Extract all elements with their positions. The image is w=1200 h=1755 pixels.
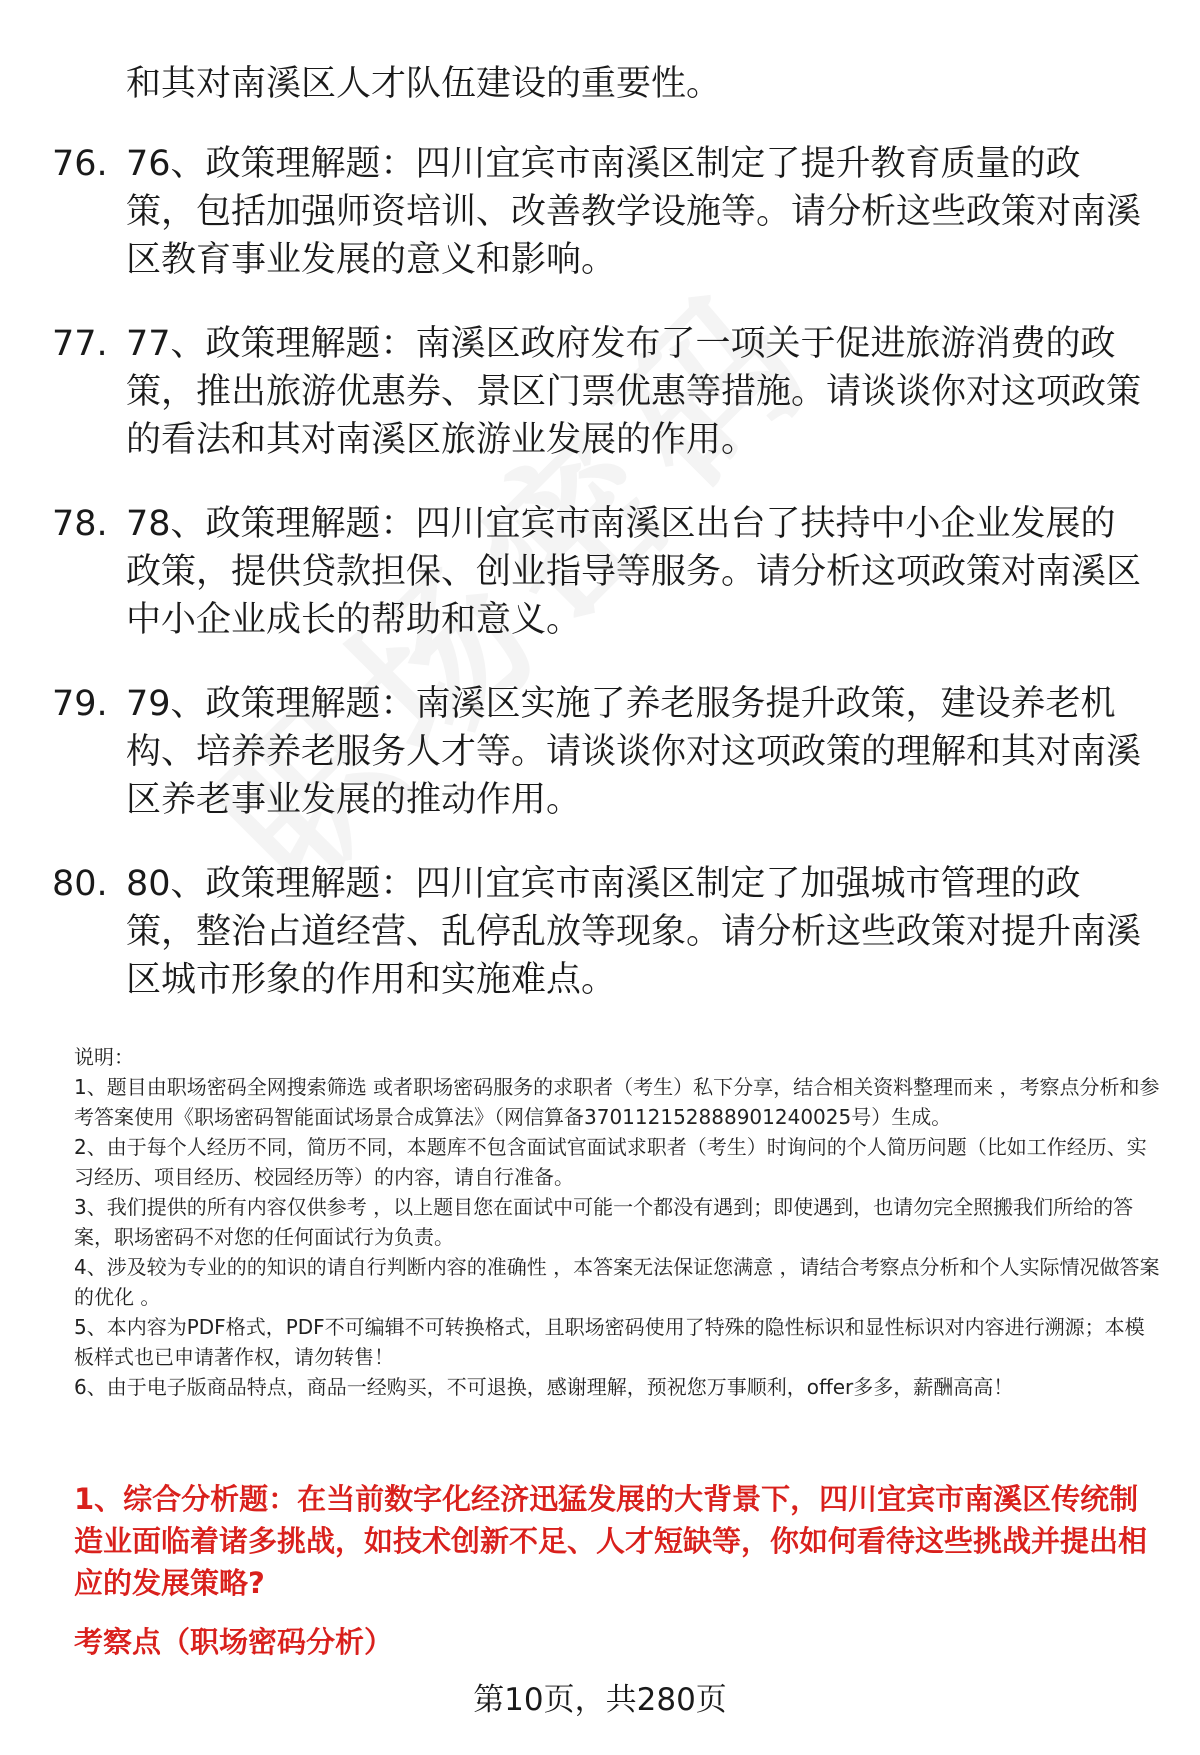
question-list (0, 140, 1200, 1040)
list-item (0, 500, 1200, 680)
section-heading: 考察点（职场密码分析） (74, 1625, 394, 1659)
note-item: 2、由于每个人经历不同，简历不同，本题库不包含面试官面试求职者（考生）时询问的个人简历问题（比如工作经历、实习经历、项目经历、校园经历等）的内容，请自行准备。 (74, 1135, 1147, 1189)
continuation-text: 和其对南溪区人才队伍建设的重要性。 (126, 64, 722, 104)
question-number: 76. (52, 144, 108, 184)
note-item: 4、涉及较为专业的的知识的请自行判断内容的准确性 ，本答案无法保证您满意 ，请结合考察点分析和个人实际情况做答案的优化 。 (74, 1255, 1160, 1309)
question-text: 79、政策理解题：南溪区实施了养老服务提升政策，建设养老机构、培养养老服务人才等。请谈谈你对这项政策的理解和其对南溪区养老事业发展的推动作用。 (126, 684, 1142, 820)
list-item (0, 140, 1200, 320)
note-item: 5、本内容为PDF格式，PDF不可编辑不可转换格式，且职场密码使用了特殊的隐性标识和显性标识对内容进行溯源；本模板样式也已申请著作权，请勿转售！ (74, 1315, 1145, 1369)
notes-section (74, 1042, 1164, 1402)
question-text: 77、政策理解题：南溪区政府发布了一项关于促进旅游消费的政策，推出旅游优惠券、景区门票优惠等措施。请谈谈你对这项政策的看法和其对南溪区旅游业发展的作用。 (126, 324, 1142, 460)
list-item (0, 320, 1200, 500)
list-item (0, 680, 1200, 860)
note-item: 3、我们提供的所有内容仅供参考 ，以上题目您在面试中可能一个都没有遇到；即使遇到，也请勿完全照搬我们所给的答案，职场密码不对您的任何面试行为负责。 (74, 1195, 1134, 1249)
featured-question: 1、综合分析题：在当前数字化经济迅猛发展的大背景下，四川宜宾市南溪区传统制造业面临着诸多挑战，如技术创新不足、人才短缺等，你如何看待这些挑战并提出相应的发展策略? (74, 1482, 1148, 1600)
note-item: 1、题目由职场密码全网搜索筛选 或者职场密码服务的求职者（考生）私下分享，结合相关资料整理而来 ，考察点分析和参考答案使用《职场密码智能面试场景合成算法》（网信算备370112152888901240025号）生成。 (74, 1075, 1160, 1129)
question-number: 77. (52, 324, 108, 364)
question-text: 78、政策理解题：四川宜宾市南溪区出台了扶持中小企业发展的政策，提供贷款担保、创业指导等服务。请分析这项政策对南溪区中小企业成长的帮助和意义。 (126, 504, 1142, 640)
list-item (0, 860, 1200, 1040)
question-text: 80、政策理解题：四川宜宾市南溪区制定了加强城市管理的政策，整治占道经营、乱停乱放等现象。请分析这些政策对提升南溪区城市形象的作用和实施难点。 (126, 864, 1142, 1000)
question-text: 76、政策理解题：四川宜宾市南溪区制定了提升教育质量的政策，包括加强师资培训、改善教学设施等。请分析这些政策对南溪区教育事业发展的意义和影响。 (126, 144, 1142, 280)
note-item: 6、由于电子版商品特点，商品一经购买，不可退换，感谢理解，预祝您万事顺利，offer多多，薪酬高高！ (74, 1375, 1014, 1399)
page-number: 第10页，共280页 (473, 1682, 727, 1718)
question-number: 78. (52, 504, 108, 544)
question-number: 79. (52, 684, 108, 724)
notes-title: 说明： (74, 1045, 134, 1069)
question-number: 80. (52, 864, 108, 904)
